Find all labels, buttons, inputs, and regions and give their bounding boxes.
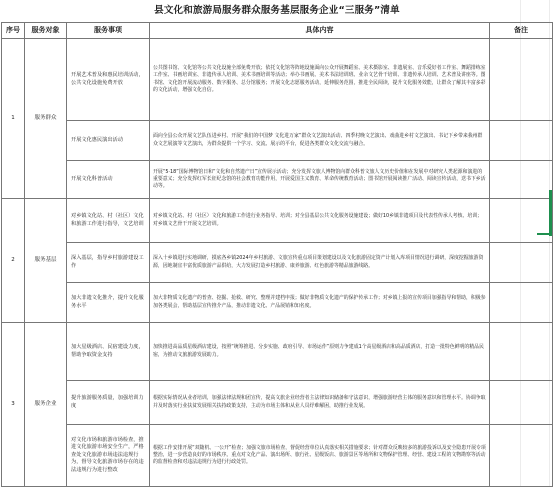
cell-note[interactable] bbox=[490, 199, 553, 243]
cell-object[interactable]: 服务企业 bbox=[25, 323, 67, 487]
table-row[interactable] bbox=[2, 39, 553, 121]
service-list-table bbox=[1, 22, 553, 487]
cell-content[interactable]: 根据实际情况从业者培训，加强法律法规和团宣传，提高文旅企业经营者主法律知识储备和守法意识，增强旅游经营主体的服务意识和管理水平。协调争取并及时落实行业扶贫发展相关扶持政策支持，主动为市场主体和从业人员纾难解困，助推行业发展。 bbox=[150, 381, 490, 425]
table-row[interactable] bbox=[2, 243, 553, 283]
selection-border bbox=[549, 190, 552, 236]
document-title: 县文化和旅游局服务群众服务基层服务企业“三服务”清单 bbox=[154, 5, 400, 16]
table-row[interactable] bbox=[2, 161, 553, 199]
cell-seq[interactable]: 2 bbox=[2, 199, 25, 323]
header-item: 服务事项 bbox=[67, 23, 150, 39]
selection-fill-handle[interactable] bbox=[537, 233, 551, 235]
cell-note[interactable] bbox=[490, 39, 553, 121]
cell-content[interactable]: 对乡镇文化站、村（社区）文化和旅游工作进行业务指导、培训；对全县基层公共文化服务设施建设；做好10乡镇非遗项目及代表性传承人考核、培训；对乡镇文艺骨干开展文艺培训。 bbox=[150, 199, 490, 243]
cell-content[interactable]: 根据工作安排开展“双随机、一公开”检查；加强文旅市场检查，督促经营单位认真落实相关措施要求；针对群众反映较多的旅游投诉以及安全隐患开展专项整治，进一步营造良好的市场秩序。重点对文化产品、演出场所、旅行社、星级饭店、旅游景区等场所和文物保护管理、经营、建设工程的文物勘察等活动的监督检查和对违法违规行为进行行政处罚。 bbox=[150, 425, 490, 487]
cell-seq[interactable]: 1 bbox=[2, 39, 25, 199]
header-content: 具体内容 bbox=[150, 23, 490, 39]
table-row[interactable] bbox=[2, 199, 553, 243]
cell-note[interactable] bbox=[490, 161, 553, 199]
cell-object[interactable]: 服务基层 bbox=[25, 199, 67, 323]
cell-note[interactable] bbox=[490, 243, 553, 283]
table-row[interactable] bbox=[2, 381, 553, 425]
cell-note[interactable] bbox=[490, 283, 553, 323]
cell-content[interactable]: 深入十乡镇进行实地调研，摸底各乡镇2024年乡村旅游、文旅宣传重点项目策划建设以及文化旅游固定资产计划入库项目情况进行调研，深度挖掘旅游资源，因地制宜丰富优质旅游产品供给，大力发展打造乡村旅游、康养旅游、红色旅游等精品旅游线路。 bbox=[150, 243, 490, 283]
cell-content[interactable]: 面向全县公众开展文艺队伍进乡村、开展“我们的中国梦 文化进万家”群众文艺演出活动、四季村晚文艺演出、戏曲进乡村文艺演出、书记下乡带来我州群众文艺展演等文艺演出，为群众提供一个学习、交流、展示的平台，促进各类群众文化交流与融合。 bbox=[150, 121, 490, 161]
cell-content[interactable]: 加快推进高品质星级酒店建设，按照“统筹推进、分步实施、政府引导、市场运作”原则力争建成1个高星级酒店和高品质酒店，打造一批特色鲜明的精品民宿，为推动文旅旅游发展助力。 bbox=[150, 323, 490, 381]
cell-item[interactable]: 加大非遗文化推介，提升文化服务水平 bbox=[67, 283, 150, 323]
cell-note[interactable] bbox=[490, 323, 553, 381]
cell-item[interactable]: 开展文化惠民演出活动 bbox=[67, 121, 150, 161]
header-note: 备注 bbox=[490, 23, 553, 39]
cell-item[interactable]: 对文化市场和旅游市场检查，推进文化旅游市场安全生产，严格查处文化旅游市场违法违规行为，督导文化旅游市场存在的违法违规行为进行整改 bbox=[67, 425, 150, 487]
cell-content[interactable]: 公共图书馆、文化馆等公共文化设施全部免费开放；依托文化馆等阵地设施面向公众开展舞蹈室、美术摄影室、非遗展室、音乐爱好者工作室、舞蹈排练室工作室、书画培训室、非遗传承人培训、美术书画培训等活动；举办书画展、美术书法培训班、业余文艺骨干培训、非遗传承人培训、艺术普及讲座等。图书馆、文化馆开展流动服务、数字服务、总分馆服务；开展文化志愿服务活动，延伸服务范围，推进全民阅读，提升文化服务效能，让群众了解其丰富多彩的文化活动，增强文化自信。 bbox=[150, 39, 490, 121]
cell-object[interactable]: 服务群众 bbox=[25, 39, 67, 199]
cell-content[interactable]: 加大非物质文化遗产的普查、挖掘、抢救、研究、整理并建档申报；做好非物质文化遗产的保护传承工作；对乡镇上报的宣传项目加强指导和帮助，积极参加各类展会，帮助基层宣传推介产品，推动非遗文化、产品展销和知名度。 bbox=[150, 283, 490, 323]
table-row[interactable] bbox=[2, 323, 553, 381]
cell-item[interactable]: 提升旅游服务质量，加强培训力度 bbox=[67, 381, 150, 425]
header-object: 服务对象 bbox=[25, 23, 67, 39]
table-row[interactable] bbox=[2, 425, 553, 487]
cell-item[interactable]: 对乡镇文化站、村（社区）文化和旅游工作进行指导，文艺培训 bbox=[67, 199, 150, 243]
table-header-row bbox=[2, 23, 553, 39]
table-row[interactable] bbox=[2, 121, 553, 161]
cell-note[interactable] bbox=[490, 381, 553, 425]
cell-item[interactable]: 开展文化科普活动 bbox=[67, 161, 150, 199]
cell-item[interactable]: 深入基层，指导乡村旅游建设工作 bbox=[67, 243, 150, 283]
cell-note[interactable] bbox=[490, 425, 553, 487]
cell-item[interactable]: 加大星级酒店、民宿建设力度，帮助争取资金支持 bbox=[67, 323, 150, 381]
cell-seq[interactable]: 3 bbox=[2, 323, 25, 487]
table-row[interactable] bbox=[2, 283, 553, 323]
cell-note[interactable] bbox=[490, 121, 553, 161]
cell-item[interactable]: 开展艺术普及和惠民培训活动，公共文化设施免费开放 bbox=[67, 39, 150, 121]
cell-content[interactable]: 开展“5·18”国际博物馆日和“文化和自然遗产日”宣传展示活动；充分发挥文旅人博物馆向群众科普文旅人文历史价值和在发展中对研究人类起源和演进的重要意义；充分发挥红军长征纪念馆的社会教育功能作用，开展爱国主义教育、革命传统教育活动；图书馆开展阅读推广活动、阅读宣传活动，送书下乡活动等。 bbox=[150, 161, 490, 199]
header-seq: 序号 bbox=[2, 23, 25, 39]
